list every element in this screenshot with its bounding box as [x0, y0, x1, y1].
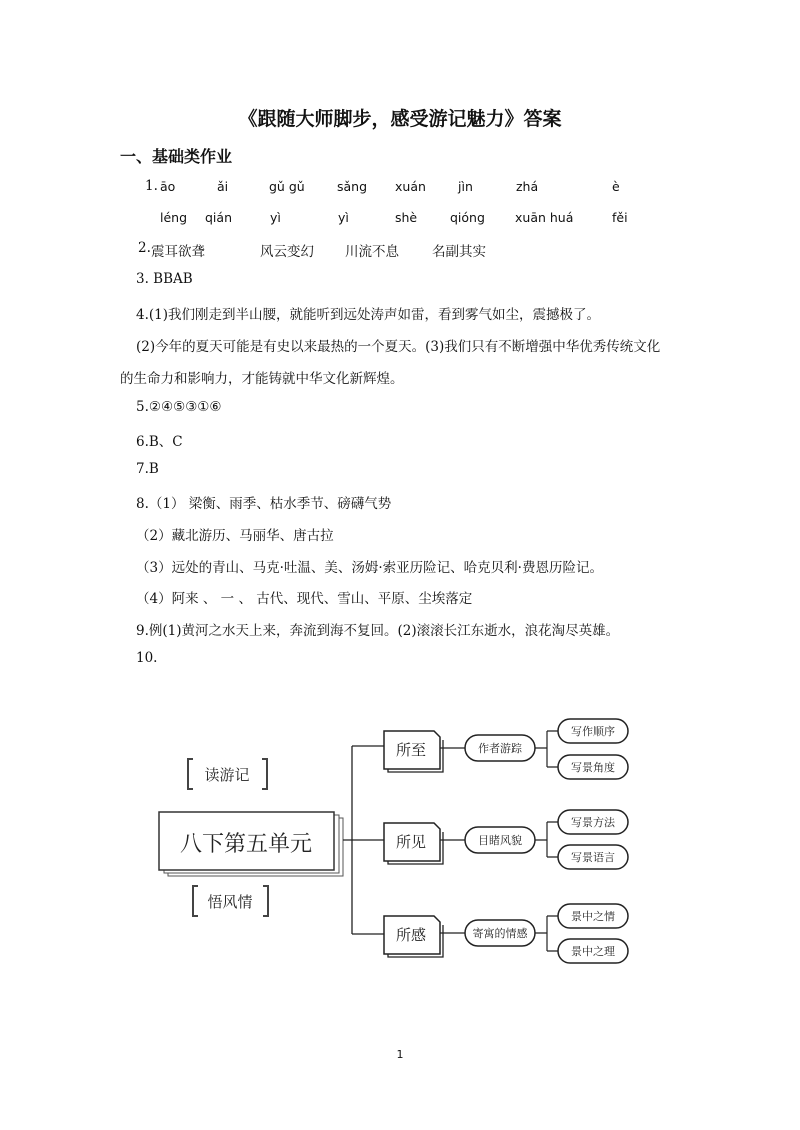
- idiom: 风云变幻: [260, 244, 314, 260]
- q9-answer: 9.例(1)黄河之水天上来，奔流到海不复回。(2)滚滚长江东逝水，浪花淘尽英雄。: [136, 623, 620, 639]
- q1-number: 1.: [145, 178, 158, 194]
- branch-suojian: [384, 810, 628, 869]
- leaf-text: 景中之情: [571, 910, 615, 923]
- leaf-text: 写作顺序: [571, 725, 615, 738]
- q8-line-1: 8.（1） 梁衡、雨季、枯水季节、磅礴气势: [136, 496, 392, 512]
- q6-answer: 6.B、C: [136, 434, 183, 450]
- branch-label: 所感: [395, 926, 427, 944]
- q3-answer: 3. BBAB: [136, 271, 193, 287]
- pinyin-answer: yì: [338, 210, 349, 225]
- branch-mid-text: 目睹风貌: [478, 834, 522, 847]
- leaf-text: 写景语言: [571, 851, 615, 864]
- leaf-text: 写景方法: [571, 816, 615, 829]
- q7-answer: 7.B: [136, 461, 159, 477]
- q10-number: 10.: [136, 650, 158, 666]
- page-number: 1: [396, 1048, 404, 1061]
- pinyin-answer: āo: [160, 179, 176, 194]
- leaf-text: 写景角度: [571, 761, 615, 774]
- pinyin-answer: xuán: [395, 179, 426, 194]
- q5-answer: 5.②④⑤③①⑥: [136, 399, 222, 415]
- center-node: [159, 812, 343, 876]
- q4-line-2: (2)今年的夏天可能是有史以来最热的一个夏天。(3)我们只有不断增强中华优秀传统文化: [136, 339, 661, 355]
- pinyin-answer: gǔ gǔ: [269, 179, 305, 194]
- branch-mid-text: 作者游踪: [478, 742, 522, 755]
- section-heading: 一、基础类作业: [120, 147, 233, 166]
- q8-line-3: （3）远处的青山、马克·吐温、美、汤姆·索亚历险记、哈克贝利·费恩历险记。: [136, 560, 603, 576]
- pinyin-answer: shè: [395, 210, 418, 225]
- leaf-text: 景中之理: [571, 945, 615, 958]
- idiom: 川流不息: [345, 244, 399, 260]
- branch-label: 所见: [395, 833, 427, 851]
- q8-line-2: （2）藏北游历、马丽华、唐古拉: [136, 528, 334, 544]
- q4-line-1: 4.(1)我们刚走到半山腰，就能听到远处涛声如雷，看到雾气如尘，震撼极了。: [136, 307, 601, 323]
- main-connector: [343, 746, 384, 934]
- pinyin-answer: léng: [160, 210, 188, 225]
- q8-line-4: （4）阿来 、 一 、 古代、现代、雪山、平原、尘埃落定: [136, 591, 473, 607]
- pinyin-answer: qióng: [450, 210, 485, 225]
- branch-mid-text: 寄寓的情感: [472, 927, 528, 940]
- pinyin-answer: è: [612, 179, 620, 194]
- pinyin-answer: zhá: [516, 179, 539, 194]
- branch-suogan: [384, 904, 628, 963]
- pinyin-answer: ǎi: [217, 179, 229, 194]
- pinyin-answer: fěi: [612, 210, 628, 225]
- top-label-text: 读游记: [204, 766, 250, 784]
- branch-label: 所至: [395, 741, 427, 759]
- pinyin-answer: xuān huá: [515, 210, 574, 225]
- pinyin-answer: sǎng: [337, 179, 368, 194]
- bottom-label-text: 悟风情: [207, 893, 253, 911]
- pinyin-answer: qián: [205, 210, 232, 225]
- top-bracket-label: [188, 759, 267, 789]
- pinyin-answer: jìn: [458, 179, 473, 194]
- q2-number: 2.: [138, 240, 151, 256]
- idiom: 震耳欲聋: [151, 244, 205, 260]
- idiom: 名副其实: [432, 244, 486, 260]
- pinyin-answer: yì: [270, 210, 281, 225]
- bottom-bracket-label: [193, 886, 268, 916]
- q4-line-3: 的生命力和影响力，才能铸就中华文化新辉煌。: [120, 371, 404, 387]
- center-text: 八下第五单元: [179, 832, 313, 857]
- branch-suozhi: [384, 719, 628, 779]
- page-title: 《跟随大师脚步，感受游记魅力》答案: [238, 108, 562, 130]
